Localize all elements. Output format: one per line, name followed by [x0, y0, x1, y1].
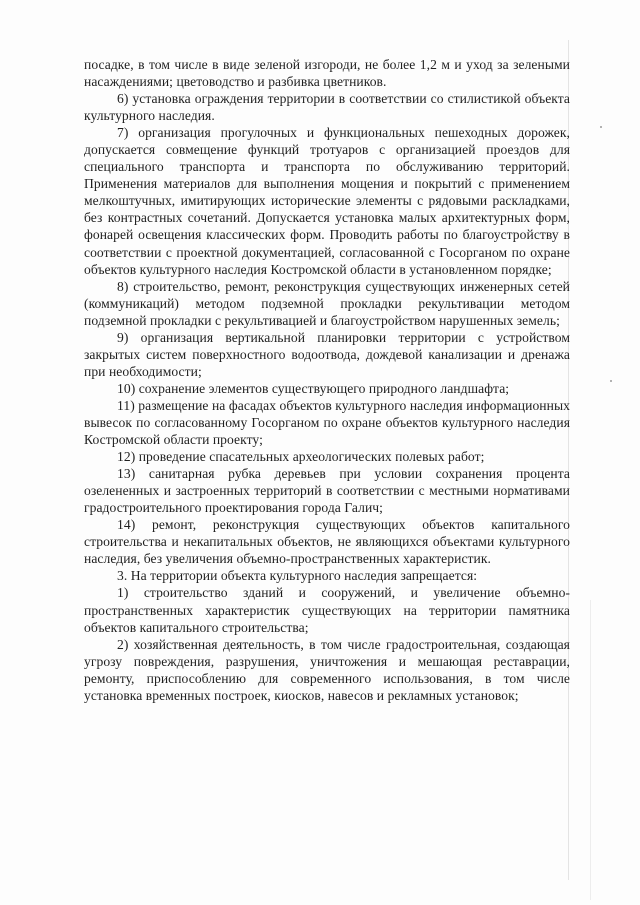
paragraph-item-7: 7) организация прогулочных и функциональных пешеходных дорожек, допускается совмещение функций тротуаров с организацией проездов для специального транспорта и транспорта по обслуживанию территорий. Применения материалов для выполнения мощения и покрытий с применением мелкоштучных, имитирующих исторические элементы с рядовыми раскладками, без контрастных сочетаний. Допускается установка малых архитектурных форм, фонарей освещения классических форм. Проводить работы по благоустройству в соответствии с проектной документацией, согласованной с Госорганом по охране объектов культурного наследия Костромской области в установленном порядке; [84, 125, 570, 277]
paragraph-continuation: посадке, в том числе в виде зеленой изгороди, не более 1,2 м и уход за зелеными насаждениями; цветоводство и разбивка цветников. [84, 57, 570, 90]
document-body [84, 56, 570, 704]
paragraph-item-8: 8) строительство, ремонт, реконструкция существующих инженерных сетей (коммуникаций) методом подземной прокладки рекультивации методом подземной прокладки с рекультивацией и благоустройством нарушенных земель; [84, 278, 570, 328]
paragraph-item-11: 11) размещение на фасадах объектов культурного наследия информационных вывесок по согласованному Госорганом по охране объектов культурного наследия Костромской области проекту; [84, 397, 570, 448]
paragraph-item-13: 13) санитарная рубка деревьев при условии сохранения процента озелененных и застроенных территорий в соответствии с местными нормативами градостроительного проектирования города Галич; [84, 466, 570, 516]
paragraph-item-14: 14) ремонт, реконструкция существующих объектов капитального строительства и некапитальных объектов, не являющихся объектами культурного наследия, без увеличения объемно-пространственных характеристик. [84, 517, 570, 567]
scan-edge-line [590, 600, 591, 900]
section-heading-3: 3. На территории объекта культурного наследия запрещается: [117, 568, 478, 584]
scan-speck [610, 380, 612, 382]
paragraph-item-12: 12) проведение спасательных археологических полевых работ; [117, 449, 485, 465]
paragraph-item-9: 9) организация вертикальной планировки территории с устройством закрытых систем поверхностного водоотвода, дождевой канализации и дренажа при необходимости; [84, 329, 570, 379]
paragraph-item-10: 10) сохранение элементов существующего природного ландшафта; [117, 380, 510, 396]
scan-speck [600, 126, 602, 128]
prohibition-item-2: 2) хозяйственная деятельность, в том числе градостроительная, создающая угрозу повреждения, разрушения, уничтожения и мешающая реставрации, ремонту, приспособлению для современного использования, в том числе установка временных построек, киосков, навесов и рекламных установок; [84, 636, 570, 703]
prohibition-item-1: 1) строительство зданий и сооружений, и увеличение объемно-пространственных характеристик существующих на территории памятника объектов капитального строительства; [84, 585, 570, 635]
paragraph-item-6: 6) установка ограждения территории в соответствии со стилистикой объекта культурного наследия. [84, 91, 570, 124]
